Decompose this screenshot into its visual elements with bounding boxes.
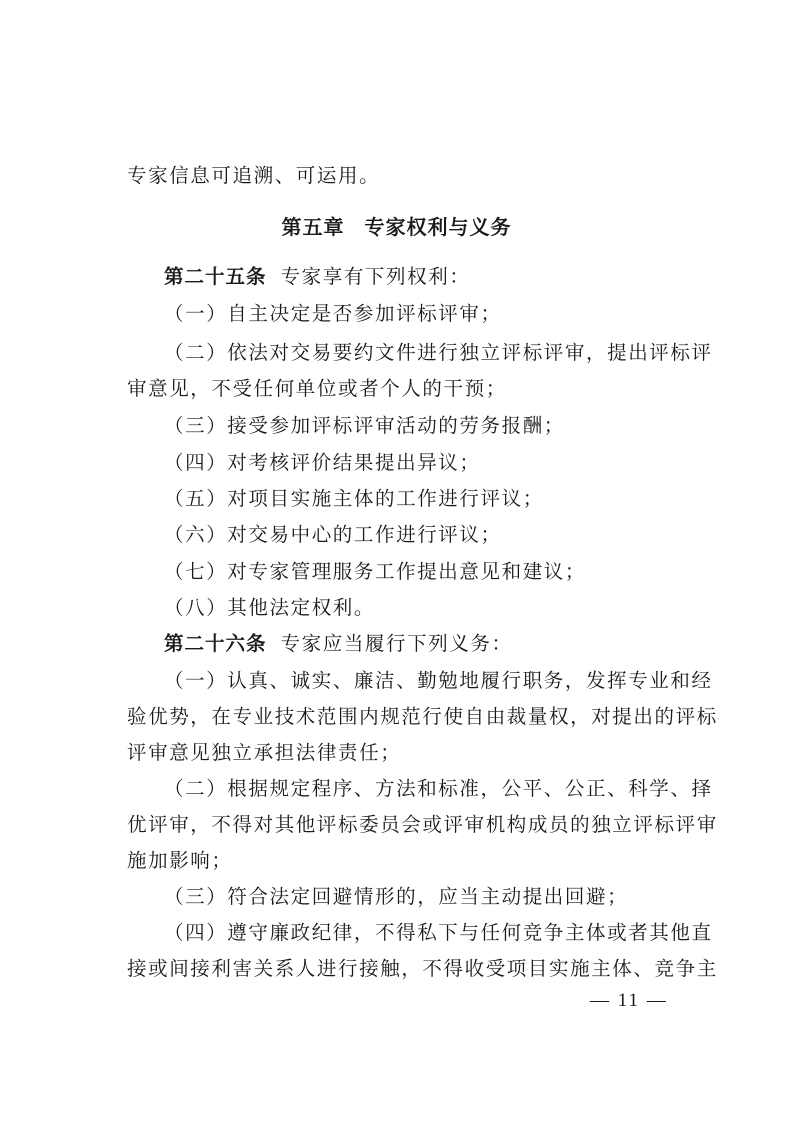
article-25-item: （三）接受参加评标评审活动的劳务报酬；	[164, 414, 565, 437]
article-26-item: （四）遵守廉政纪律，不得私下与任何竞争主体或者其他直	[164, 921, 713, 944]
article-25-item: （六）对交易中心的工作进行评议；	[164, 523, 502, 546]
article-25-item: （五）对项目实施主体的工作进行评议；	[164, 487, 544, 510]
article-26-item: （三）符合法定回避情形的，应当主动提出回避；	[164, 885, 629, 908]
article-26-item-cont: 施加影响；	[127, 849, 233, 872]
article-26-item-cont: 验优势，在专业技术范围内规范行使自由裁量权，对提出的评标	[127, 705, 718, 728]
article-26-item-cont: 优评审，不得对其他评标委员会或评审机构成员的独立评标评审	[127, 813, 718, 836]
article-25-item: （二）依法对交易要约文件进行独立评标评审，提出评标评	[164, 341, 713, 364]
article-26-intro: 专家应当履行下列义务：	[280, 632, 513, 655]
chapter-title	[0, 215, 793, 239]
chapter-name: 专家权利与义务	[364, 215, 512, 239]
article-25-item: （一）自主决定是否参加评标评审；	[164, 302, 502, 325]
article-25-heading	[164, 265, 687, 289]
chapter-number: 第五章	[281, 215, 345, 239]
article-25-item-cont: 审意见，不受任何单位或者个人的干预；	[127, 377, 507, 400]
article-26-item: （一）认真、诚实、廉洁、勤勉地履行职务，发挥专业和经	[164, 669, 713, 692]
article-26-label: 第二十六条	[164, 632, 267, 655]
continuation-text: 专家信息可追溯、可运用。	[127, 164, 381, 187]
page-number: — 11 —	[590, 990, 668, 1011]
article-26-item: （二）根据规定程序、方法和标准，公平、公正、科学、择	[164, 777, 713, 800]
article-26-item-cont: 接或间接利害关系人进行接触，不得收受项目实施主体、竞争主	[127, 957, 718, 980]
article-25-item: （四）对考核评价结果提出异议；	[164, 451, 481, 474]
article-26-heading	[164, 632, 687, 656]
article-25-intro: 专家享有下列权利：	[280, 265, 471, 288]
article-25-item: （七）对专家管理服务工作提出意见和建议；	[164, 560, 587, 583]
article-25-label: 第二十五条	[164, 265, 267, 288]
article-25-item: （八）其他法定权利。	[164, 596, 376, 619]
article-26-item-cont: 评审意见独立承担法律责任；	[127, 741, 402, 764]
